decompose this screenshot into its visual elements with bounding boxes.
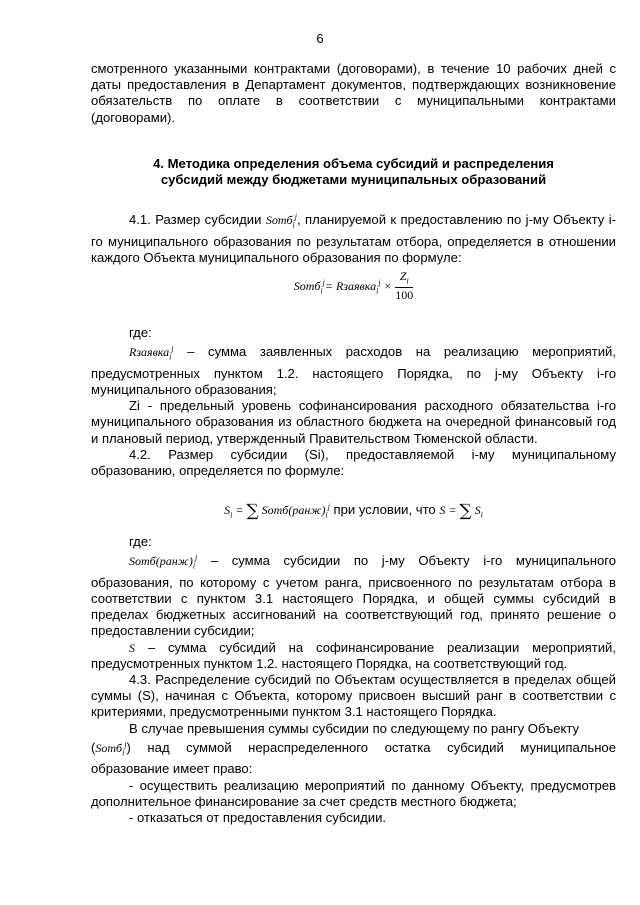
def-z: Zi - предельный уровень софинансирования расходного обязательства i-го муниципального образования из областного бюджета на очередной финансовый год и плановый период, утвержденный Правительством Тюменской области.	[91, 398, 616, 446]
where-label-2: где:	[129, 534, 152, 549]
formula-2-condition: при условии, что	[329, 502, 440, 517]
text-4-2: 4.2. Размер субсидии (Si), предоставляемой i-му муниципальному образованию, определяется по формуле:	[91, 446, 616, 479]
formula-1-fraction: $\frac{Z_i}{100}$	[395, 269, 414, 303]
where-label-1: где:	[129, 325, 152, 340]
option-1: - осуществить реализацию мероприятий по данному Объекту, предусмотрев дополнительное финансирование за счет средств местного бюджета;	[91, 777, 616, 809]
formula-2	[91, 499, 616, 524]
def-rzayavka: Rзаявка$_i^j$ – сумма заявленных расходов на реализацию мероприятий, предусмотренных пунктом 1.2. настоящего Порядка, по j-му Объекту i-го муниципального образования;	[91, 344, 616, 397]
paragraph-continuation	[91, 61, 616, 126]
symbol-sotb-2: Sотб$_i^j$	[95, 739, 127, 758]
paragraph-4-1	[91, 209, 616, 266]
page-number: 6	[316, 31, 324, 46]
definitions-1	[91, 325, 616, 479]
formula-2-rhs: S = ∑ $S_i$	[439, 501, 483, 521]
symbol-s: S	[129, 640, 135, 655]
text-4-3: 4.3. Распределение субсидий по Объектам осуществляется в пределах общей суммы (S), начиная с Объекта, которому присвоен высший ранг в соответствии с критериями, предусмотренными пунктом 3.1 настоящего Порядка.	[91, 672, 616, 720]
symbol-sotb: Sотб$_i^j$	[265, 212, 297, 230]
formula-2-lhs: $S_i$ = ∑ $Sотб(ранж)_i^j$	[224, 501, 330, 521]
option-2: - отказаться от предоставления субсидии.	[129, 810, 387, 826]
symbol-sotb-ranzh: $Sотб(ранж)_i^j$	[129, 553, 198, 571]
formula-1	[91, 270, 616, 302]
section-heading-line1: 4. Методика определения объема субсидий и распределения	[153, 156, 554, 171]
text-exceed: В случае превышения суммы субсидии по следующему по рангу Объекту (Sотб$_i^j$) над суммой нераспределенного остатка субсидий муниципальное образование имеет право:	[91, 720, 616, 777]
section-heading	[91, 156, 616, 188]
def-s: S – сумма субсидий на софинансирование реализации мероприятий, предусмотренных пунктом 1.2. настоящего Порядка, на соответствующий год.	[91, 639, 616, 671]
text-top: смотренного указанными контрактами (договорами), в течение 10 рабочих дней с даты предоставления в Департамент документов, подтверждающих возникновение обязательств по оплате в соответствии с муниципальными контрактами (договорами).	[91, 61, 616, 125]
symbol-rzayavka: Rзаявка$_i^j$	[129, 344, 174, 362]
section-heading-line2: субсидий между бюджетами муниципальных образований	[160, 172, 547, 188]
formula-1-lhs: Sотб$_i^j$= Rзаявка$_i^j$ ×	[293, 277, 392, 296]
def-sotb-ranzh: $Sотб(ранж)_i^j$ – сумма субсидии по j-му Объекту i-го муниципального образования, по которому с учетом ранга, присвоенного по результатам отбора в соответствии с пунктом 3.1 настоящего Порядка, и общей суммы субсидий в пределах бюджетных ассигнований на соответствующий год, принято решение о предоставлении субсидии;	[91, 553, 616, 639]
text-4-1: 4.1. Размер субсидии Sотб$_i^j$, планируемой к предоставлению по j-му Объекту i-го муниципального образования по результатам отбора, определяется в отношении каждого Объекта муниципального образования по формуле:	[91, 212, 617, 265]
definitions-2	[91, 534, 616, 826]
